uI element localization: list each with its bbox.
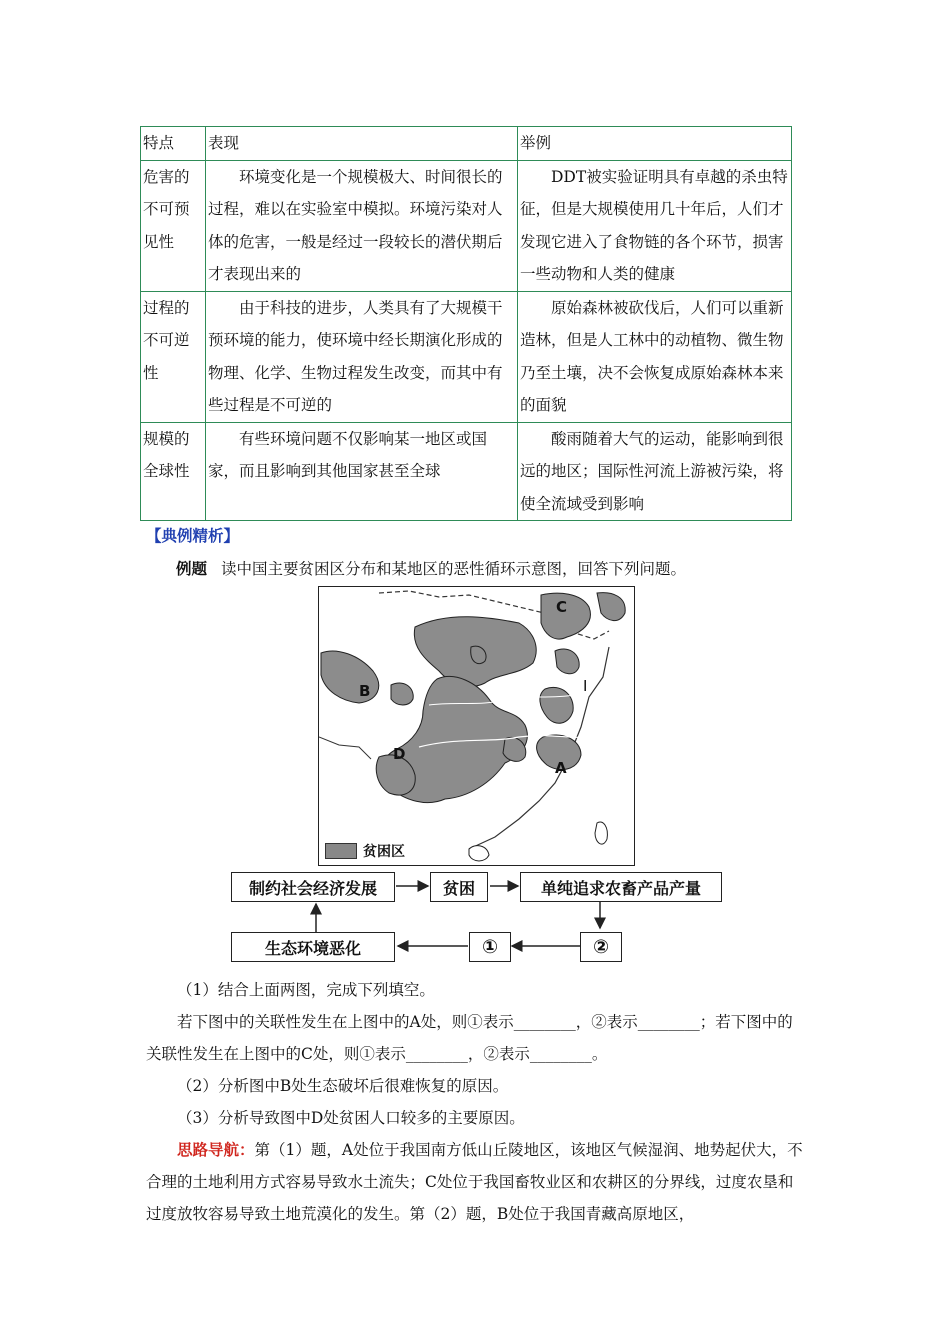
flow-box-constrain-development: 制约社会经济发展 — [231, 872, 395, 902]
question-2: （2）分析图中B处生态破坏后很难恢复的原因。 — [177, 1077, 509, 1095]
map-label-c: C — [556, 598, 568, 616]
map-label-d: D — [393, 745, 406, 763]
map-label-i: I — [583, 677, 588, 695]
question-1-detail: 若下图中的关联性发生在上图中的A处，则①表示________，②表示________；若下图中的关联性发生在上图中的C处，则①表示________，②表示________。 — [146, 1013, 793, 1063]
row-feature: 危害的不可预见性 — [141, 160, 206, 291]
map-label-b: B — [359, 682, 371, 700]
question-text: 读中国主要贫困区分布和某地区的恶性循环示意图，回答下列问题。 — [221, 560, 687, 578]
questions-block — [146, 974, 806, 1230]
legend-label: 贫困区 — [363, 844, 405, 860]
row-feature: 过程的不可逆性 — [141, 291, 206, 422]
header-performance: 表现 — [206, 127, 518, 161]
row-performance-text: 有些环境问题不仅影响某一地区或国家，而且影响到其他国家甚至全球 — [208, 429, 488, 480]
row-example-text: 酸雨随着大气的运动，能影响到很远的地区；国际性河流上游被污染，将使全流域受到影响 — [520, 429, 784, 513]
analysis-text: 第（1）题，A处位于我国南方低山丘陵地区，该地区气候湿润、地势起伏大，不合理的土地利用方式容易导致水土流失；C处位于我国畜牧业区和农耕区的分界线，过度农垦和过度放牧容易导致土地荒漠化的发生。第（2）题，B处位于我国青藏高原地区， — [146, 1141, 803, 1223]
analysis-paragraph — [146, 1134, 806, 1230]
map-label-a: A — [555, 759, 567, 777]
flow-box-blank-1: ① — [469, 932, 511, 962]
question-1: （1）结合上面两图，完成下列填空。 — [177, 981, 435, 999]
header-example: 举例 — [518, 127, 792, 161]
question-label: 例题 — [176, 560, 208, 578]
flow-box-blank-2: ② — [580, 932, 622, 962]
row-performance-text: 环境变化是一个规模极大、时间很长的过程，难以在实验室中模拟。环境污染对人体的危害，一般是经过一段较长的潜伏期后才表现出来的 — [208, 167, 503, 283]
row-example-text: 原始森林被砍伐后，人们可以重新造林，但是人工林中的动植物、微生物乃至土壤，决不会恢复成原始森林本来的面貌 — [520, 298, 784, 414]
flow-box-pursue-output: 单纯追求农畜产品产量 — [520, 872, 722, 902]
row-example-text: DDT被实验证明具有卓越的杀虫特征，但是大规模使用几十年后，人们才发现它进入了食物链的各个环节，损害一些动物和人类的健康 — [520, 167, 788, 283]
section-title: 【典例精析】 — [146, 527, 240, 545]
analysis-label: 思路导航： — [177, 1141, 255, 1159]
flow-box-ecology-worsens: 生态环境恶化 — [231, 932, 395, 962]
flow-box-poverty: 贫困 — [430, 872, 488, 902]
row-feature: 规模的全球性 — [141, 422, 206, 521]
question-3: （3）分析导致图中D处贫困人口较多的主要原因。 — [177, 1109, 525, 1127]
row-performance-text: 由于科技的进步，人类具有了大规模干预环境的能力，使环境中经长期演化形成的物理、化学、生物过程发生改变，而其中有些过程是不可逆的 — [208, 298, 503, 414]
header-feature: 特点 — [141, 127, 206, 161]
